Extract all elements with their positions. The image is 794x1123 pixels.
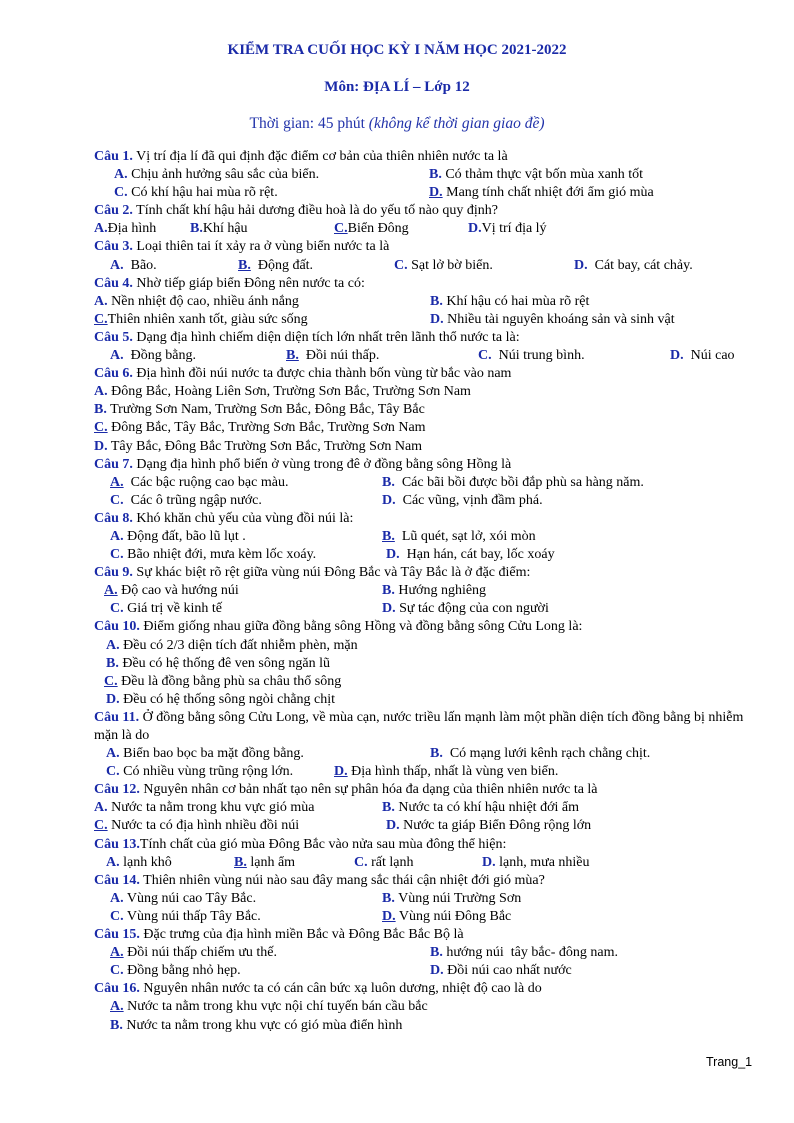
answer-option — [334, 763, 558, 781]
answer-letter: C. — [110, 908, 124, 924]
answer-letter: C. — [354, 854, 368, 870]
answer-letter: A. — [110, 257, 124, 273]
option-row — [94, 257, 754, 275]
question-label: Câu 15. — [94, 927, 140, 943]
answer-letter-correct: C. — [94, 311, 108, 327]
option-row — [94, 401, 754, 419]
option-row — [94, 347, 754, 365]
answer-text: Đồng bằng. — [123, 348, 196, 364]
answer-option — [104, 582, 239, 600]
answer-text: Biển Đông — [347, 221, 409, 237]
answer-option — [382, 474, 644, 492]
answer-letter: B. — [94, 402, 107, 418]
answer-option — [110, 257, 157, 275]
answer-letter: B. — [382, 800, 395, 816]
answer-option — [110, 908, 261, 926]
answer-letter: D. — [94, 438, 108, 454]
option-row — [94, 998, 754, 1016]
answer-option — [114, 166, 319, 184]
exam-title: KIỂM TRA CUỐI HỌC KỲ I NĂM HỌC 2021-2022 — [227, 42, 567, 58]
question-stem — [94, 275, 754, 293]
question-label: Câu 1. — [94, 149, 133, 164]
answer-text: Đồng bằng nhỏ hẹp. — [123, 963, 241, 979]
question-13 — [94, 836, 754, 872]
answer-letter: A. — [94, 221, 108, 237]
question-label: Câu 13. — [94, 836, 140, 852]
answer-option — [382, 528, 536, 546]
answer-letter: D. — [382, 601, 396, 617]
question-stem — [94, 872, 754, 890]
answer-option — [94, 817, 299, 835]
question-10 — [94, 618, 754, 708]
answer-text: Đồi núi cao nhất nước — [443, 963, 572, 979]
answer-text: Cát bay, cát chảy. — [587, 257, 693, 273]
answer-text: Núi cao — [683, 348, 735, 364]
answer-option — [106, 763, 293, 781]
answer-option — [110, 962, 241, 980]
answer-option — [382, 600, 549, 618]
option-row — [94, 799, 754, 817]
question-text: Vị trí địa lí đã qui định đặc điểm cơ bản của thiên nhiên nước ta là — [132, 149, 508, 164]
question-9 — [94, 564, 754, 618]
question-list — [94, 148, 754, 1035]
question-label: Câu 8. — [94, 510, 133, 526]
answer-text: Nước ta có địa hình nhiều đồi núi — [107, 818, 300, 834]
answer-letter: D. — [670, 348, 684, 364]
answer-letter: A. — [94, 293, 108, 309]
answer-text: Đều có hệ thống đê ven sông ngăn lũ — [118, 655, 330, 671]
answer-letter-correct: A. — [110, 945, 124, 961]
option-row — [94, 817, 754, 835]
question-text: Nguyên nhân nước ta có cán cân bức xạ luôn dương, nhiệt độ cao là do — [139, 981, 542, 997]
option-row — [94, 908, 754, 926]
answer-letter-correct: D. — [334, 764, 348, 780]
answer-letter-correct: C. — [104, 673, 118, 689]
question-stem — [94, 202, 754, 220]
option-row — [94, 673, 754, 691]
answer-text: Có mạng lưới kênh rạch chằng chịt. — [442, 746, 651, 762]
option-row — [94, 637, 754, 655]
option-row — [94, 184, 754, 202]
option-row — [94, 854, 754, 872]
question-stem — [94, 926, 754, 944]
question-text: Loại thiên tai ít xảy ra ở vùng biển nước ta là — [132, 239, 390, 255]
question-label: Câu 3. — [94, 239, 133, 255]
answer-option — [574, 257, 693, 275]
answer-option — [429, 166, 643, 184]
answer-text: Đồi núi thấp chiếm ưu thế. — [123, 945, 278, 961]
answer-letter-correct: B. — [286, 348, 299, 364]
question-text: Đặc trưng của địa hình miền Bắc và Đông Bắc Bắc Bộ là — [139, 927, 464, 943]
question-text: Tính chất của gió mùa Đông Bắc vào nửa sau mùa đông thể hiện: — [139, 836, 507, 852]
option-row — [94, 293, 754, 311]
question-stem — [94, 456, 754, 474]
option-row — [94, 546, 754, 564]
answer-text: Nước ta giáp Biển Đông rộng lớn — [399, 818, 592, 834]
answer-option — [386, 817, 591, 835]
answer-letter: A. — [110, 890, 124, 906]
answer-option — [110, 890, 256, 908]
answer-option — [110, 1017, 402, 1035]
answer-text: Độ cao và hướng núi — [117, 583, 239, 599]
answer-option — [478, 347, 585, 365]
answer-letter: C. — [110, 963, 124, 979]
answer-letter: B. — [190, 221, 203, 237]
answer-option — [430, 311, 675, 329]
answer-text: Giá trị về kinh tế — [123, 601, 222, 617]
answer-letter: B. — [430, 746, 443, 762]
answer-letter-correct: B. — [238, 257, 251, 273]
answer-text: Chịu ảnh hưởng sâu sắc của biển. — [127, 167, 320, 183]
question-label: Câu 6. — [94, 366, 133, 382]
answer-letter: B. — [382, 474, 395, 490]
answer-option — [110, 998, 428, 1016]
option-row — [94, 745, 754, 763]
answer-letter: D. — [386, 547, 400, 563]
answer-option — [110, 492, 262, 510]
answer-letter: A. — [106, 637, 120, 653]
exam-time-duration: Thời gian: 45 phút — [249, 115, 365, 132]
answer-letter-correct: C. — [94, 420, 108, 436]
answer-option — [238, 257, 313, 275]
option-row — [94, 166, 754, 184]
question-5 — [94, 329, 754, 365]
answer-option — [382, 492, 543, 510]
answer-text: Đông Bắc, Tây Bắc, Trường Sơn Bắc, Trường Sơn Nam — [107, 420, 426, 436]
answer-text: Nước ta nằm trong khu vực nội chí tuyến bán cầu bắc — [123, 999, 428, 1015]
answer-text: Động đất. — [250, 257, 314, 273]
option-row — [94, 220, 754, 238]
answer-text: Nước ta nằm trong khu vực có gió mùa điển hình — [122, 1017, 403, 1033]
question-stem — [94, 836, 754, 854]
question-12 — [94, 781, 754, 835]
question-stem — [94, 365, 754, 383]
answer-text: Hạn hán, cát bay, lốc xoáy — [399, 547, 555, 563]
answer-letter: D. — [386, 818, 400, 834]
option-row — [94, 492, 754, 510]
answer-option — [430, 745, 650, 763]
answer-text: Nền nhiệt độ cao, nhiều ánh nắng — [107, 293, 299, 309]
answer-text: Khí hậu có hai mùa rõ rệt — [442, 293, 590, 309]
question-4 — [94, 275, 754, 329]
option-row — [94, 1017, 754, 1035]
answer-option — [382, 799, 579, 817]
exam-subject: Môn: ĐỊA LÍ – Lớp 12 — [324, 79, 470, 95]
answer-option — [286, 347, 379, 365]
option-row — [94, 438, 754, 456]
answer-option — [482, 854, 590, 872]
answer-text: Mang tính chất nhiệt đới ẩm gió mùa — [442, 185, 654, 201]
answer-text: Đông Bắc, Hoàng Liên Sơn, Trường Sơn Bắc, Trường Sơn Nam — [107, 384, 471, 400]
answer-option — [382, 908, 511, 926]
question-1 — [94, 148, 754, 202]
answer-text: Lũ quét, sạt lở, xói mòn — [394, 528, 536, 544]
answer-letter: D. — [106, 691, 120, 707]
answer-letter-correct: D. — [382, 908, 396, 924]
question-3 — [94, 238, 754, 274]
question-stem — [94, 329, 754, 347]
answer-option — [110, 474, 288, 492]
answer-letter: C. — [394, 257, 408, 273]
answer-text: Vùng núi cao Tây Bắc. — [123, 890, 257, 906]
question-stem — [94, 781, 754, 799]
answer-option — [106, 854, 172, 872]
answer-option — [94, 220, 156, 238]
answer-letter: B. — [430, 945, 443, 961]
answer-letter: C. — [478, 348, 492, 364]
question-text: Nhờ tiếp giáp biển Đông nên nước ta có: — [132, 275, 365, 291]
option-row — [94, 419, 754, 437]
answer-letter: D. — [468, 221, 482, 237]
answer-letter-correct: A. — [110, 474, 124, 490]
option-row — [94, 691, 754, 709]
question-stem — [94, 564, 754, 582]
answer-letter: B. — [106, 655, 119, 671]
answer-text: Biển bao bọc ba mặt đồng bằng. — [119, 746, 304, 762]
option-row — [94, 763, 754, 781]
answer-letter: A. — [110, 348, 124, 364]
answer-option — [110, 347, 196, 365]
question-label: Câu 9. — [94, 565, 133, 581]
answer-text: Tây Bắc, Đông Bắc Trường Sơn Bắc, Trường Sơn Nam — [107, 438, 423, 454]
answer-text: lạnh, mưa nhiều — [495, 854, 590, 870]
answer-option — [468, 220, 547, 238]
answer-text: Có khí hậu hai mùa rõ rệt. — [127, 185, 278, 201]
answer-text: Đều là đồng bằng phù sa châu thổ sông — [117, 673, 342, 689]
question-text: Nguyên nhân cơ bản nhất tạo nên sự phân hóa đa dạng của thiên nhiên nước ta là — [139, 782, 598, 798]
answer-option — [94, 293, 299, 311]
question-label: Câu 7. — [94, 456, 133, 472]
question-11 — [94, 709, 754, 781]
answer-letter: A. — [94, 384, 108, 400]
answer-text: Vị trí địa lý — [481, 221, 547, 237]
answer-text: Đều có 2/3 diện tích đất nhiễm phèn, mặn — [119, 637, 358, 653]
answer-text: Các bậc ruộng cao bạc màu. — [123, 474, 289, 490]
answer-option — [110, 528, 246, 546]
answer-option — [382, 582, 486, 600]
answer-text: lạnh ẩm — [246, 854, 296, 870]
answer-option — [106, 691, 335, 709]
answer-option — [94, 419, 426, 437]
answer-option — [190, 220, 248, 238]
question-text: Địa hình đồi núi nước ta được chia thành bốn vùng từ bắc vào nam — [132, 366, 512, 382]
answer-text: Trường Sơn Nam, Trường Sơn Bắc, Đông Bắc, Tây Bắc — [106, 402, 425, 418]
question-8 — [94, 510, 754, 564]
answer-option — [670, 347, 735, 365]
answer-text: Các vũng, vịnh đầm phá. — [395, 492, 543, 508]
answer-option — [94, 401, 425, 419]
answer-letter-correct: D. — [429, 185, 443, 201]
answer-option — [94, 311, 308, 329]
answer-text: Nước ta nằm trong khu vực gió mùa — [107, 800, 315, 816]
answer-text: hướng núi tây bắc- đông nam. — [442, 945, 619, 961]
answer-letter: A. — [94, 800, 108, 816]
question-label: Câu 4. — [94, 275, 133, 291]
answer-letter: D. — [430, 311, 444, 327]
option-row — [94, 528, 754, 546]
answer-letter: A. — [106, 746, 120, 762]
answer-text: Các ô trũng ngập nước. — [123, 492, 262, 508]
answer-text: Vùng núi Đông Bắc — [395, 908, 512, 924]
answer-option — [110, 944, 277, 962]
answer-letter: B. — [430, 293, 443, 309]
answer-letter-correct: B. — [234, 854, 247, 870]
answer-option — [104, 673, 341, 691]
answer-text: Đồi núi thấp. — [298, 348, 380, 364]
question-label: Câu 10. — [94, 619, 140, 635]
question-stem — [94, 618, 754, 636]
answer-letter: C. — [110, 492, 124, 508]
answer-text: rất lạnh — [367, 854, 414, 870]
question-text: Điểm giống nhau giữa đồng bằng sông Hồng và đồng bằng sông Cửu Long là: — [139, 619, 583, 635]
option-row — [94, 600, 754, 618]
answer-option — [110, 546, 316, 564]
answer-text: Khí hậu — [202, 221, 248, 237]
question-14 — [94, 872, 754, 926]
question-16 — [94, 980, 754, 1034]
answer-text: Bão nhiệt đới, mưa kèm lốc xoáy. — [123, 547, 317, 563]
option-row — [94, 944, 754, 962]
answer-option — [106, 745, 304, 763]
answer-text: lạnh khô — [119, 854, 172, 870]
exam-time — [0, 115, 794, 133]
answer-text: Nước ta có khí hậu nhiệt đới ẩm — [394, 800, 579, 816]
answer-option — [430, 293, 589, 311]
option-row — [94, 655, 754, 673]
option-row — [94, 474, 754, 492]
answer-letter: B. — [429, 167, 442, 183]
answer-letter-correct: A. — [104, 583, 118, 599]
answer-option — [114, 184, 278, 202]
answer-option — [386, 546, 555, 564]
answer-letter: B. — [382, 890, 395, 906]
question-text: Ở đồng bằng sông Cửu Long, về mùa cạn, nước triều lấn mạnh làm một phần diện tích đồng bằng bị nhiễm mặn là do — [94, 709, 744, 743]
question-label: Câu 14. — [94, 872, 140, 888]
answer-option — [334, 220, 409, 238]
answer-letter: A. — [110, 528, 124, 544]
question-stem — [94, 148, 754, 166]
page-number: Trang_1 — [706, 1055, 753, 1069]
question-stem — [94, 238, 754, 256]
answer-letter: C. — [106, 764, 120, 780]
answer-text: Vùng núi Trường Sơn — [394, 890, 522, 906]
question-label: Câu 2. — [94, 203, 133, 219]
option-row — [94, 383, 754, 401]
answer-option — [94, 383, 471, 401]
question-stem — [94, 980, 754, 998]
answer-letter: C. — [110, 601, 124, 617]
answer-option — [94, 799, 315, 817]
answer-letter-correct: C. — [94, 818, 108, 834]
question-label: Câu 16. — [94, 981, 140, 997]
question-text: Tính chất khí hậu hải dương điều hoà là do yếu tố nào quy định? — [132, 203, 498, 219]
question-2 — [94, 202, 754, 238]
answer-option — [234, 854, 295, 872]
answer-text: Địa hình thấp, nhất là vùng ven biển. — [347, 764, 559, 780]
option-row — [94, 962, 754, 980]
answer-option — [394, 257, 493, 275]
question-text: Sự khác biệt rõ rệt giữa vùng núi Đông Bắc và Tây Bắc là ở đặc điểm: — [132, 565, 531, 581]
question-label: Câu 5. — [94, 329, 133, 345]
answer-option — [110, 600, 222, 618]
answer-text: Vùng núi thấp Tây Bắc. — [123, 908, 261, 924]
question-label: Câu 11. — [94, 709, 140, 725]
answer-text: Thiên nhiên xanh tốt, giàu sức sống — [107, 311, 308, 327]
answer-letter: D. — [482, 854, 496, 870]
answer-letter-correct: A. — [110, 999, 124, 1015]
answer-text: Địa hình — [107, 221, 157, 237]
answer-letter: D. — [574, 257, 588, 273]
question-stem — [94, 709, 754, 745]
question-text: Dạng địa hình chiếm diện diện tích lớn nhất trên lãnh thổ nước ta là: — [132, 329, 520, 345]
answer-text: Bão. — [123, 257, 157, 273]
answer-text: Có nhiều vùng trũng rộng lớn. — [119, 764, 294, 780]
answer-option — [382, 890, 521, 908]
question-7 — [94, 456, 754, 510]
answer-letter: C. — [114, 185, 128, 201]
question-15 — [94, 926, 754, 980]
answer-text: Sự tác động của con người — [395, 601, 549, 617]
answer-letter: A. — [106, 854, 120, 870]
question-text: Khó khăn chủ yếu của vùng đồi núi là: — [132, 510, 354, 526]
answer-option — [430, 962, 572, 980]
answer-option — [430, 944, 618, 962]
answer-text: Các bãi bồi được bồi đắp phù sa hàng năm. — [394, 474, 644, 490]
question-stem — [94, 510, 754, 528]
option-row — [94, 311, 754, 329]
answer-text: Đều có hệ thống sông ngòi chằng chịt — [119, 691, 336, 707]
answer-letter-correct: C. — [334, 221, 348, 237]
answer-text: Hướng nghiêng — [394, 583, 487, 599]
answer-letter: B. — [110, 1017, 123, 1033]
exam-time-note: (không kể thời gian giao đề) — [368, 115, 545, 132]
answer-letter: A. — [114, 167, 128, 183]
answer-option — [106, 655, 330, 673]
answer-text: Sạt lở bờ biển. — [407, 257, 493, 273]
question-label: Câu 12. — [94, 782, 140, 798]
answer-text: Có thảm thực vật bốn mùa xanh tốt — [441, 167, 644, 183]
question-text: Thiên nhiên vùng núi nào sau đây mang sắc thái cận nhiệt đới gió mùa? — [139, 872, 545, 888]
answer-option — [106, 637, 358, 655]
option-row — [94, 582, 754, 600]
answer-letter: C. — [110, 547, 124, 563]
answer-text: Động đất, bão lũ lụt . — [123, 528, 246, 544]
option-row — [94, 890, 754, 908]
question-6 — [94, 365, 754, 455]
answer-letter: D. — [430, 963, 444, 979]
answer-letter: D. — [382, 492, 396, 508]
answer-letter-correct: B. — [382, 528, 395, 544]
answer-text: Núi trung bình. — [491, 348, 585, 364]
answer-letter: B. — [382, 583, 395, 599]
answer-option — [429, 184, 654, 202]
question-text: Dạng địa hình phổ biến ở vùng trong đê ở đồng bằng sông Hồng là — [132, 456, 512, 472]
answer-option — [94, 438, 422, 456]
answer-option — [354, 854, 414, 872]
answer-text: Nhiều tài nguyên khoáng sản và sinh vật — [443, 311, 675, 327]
